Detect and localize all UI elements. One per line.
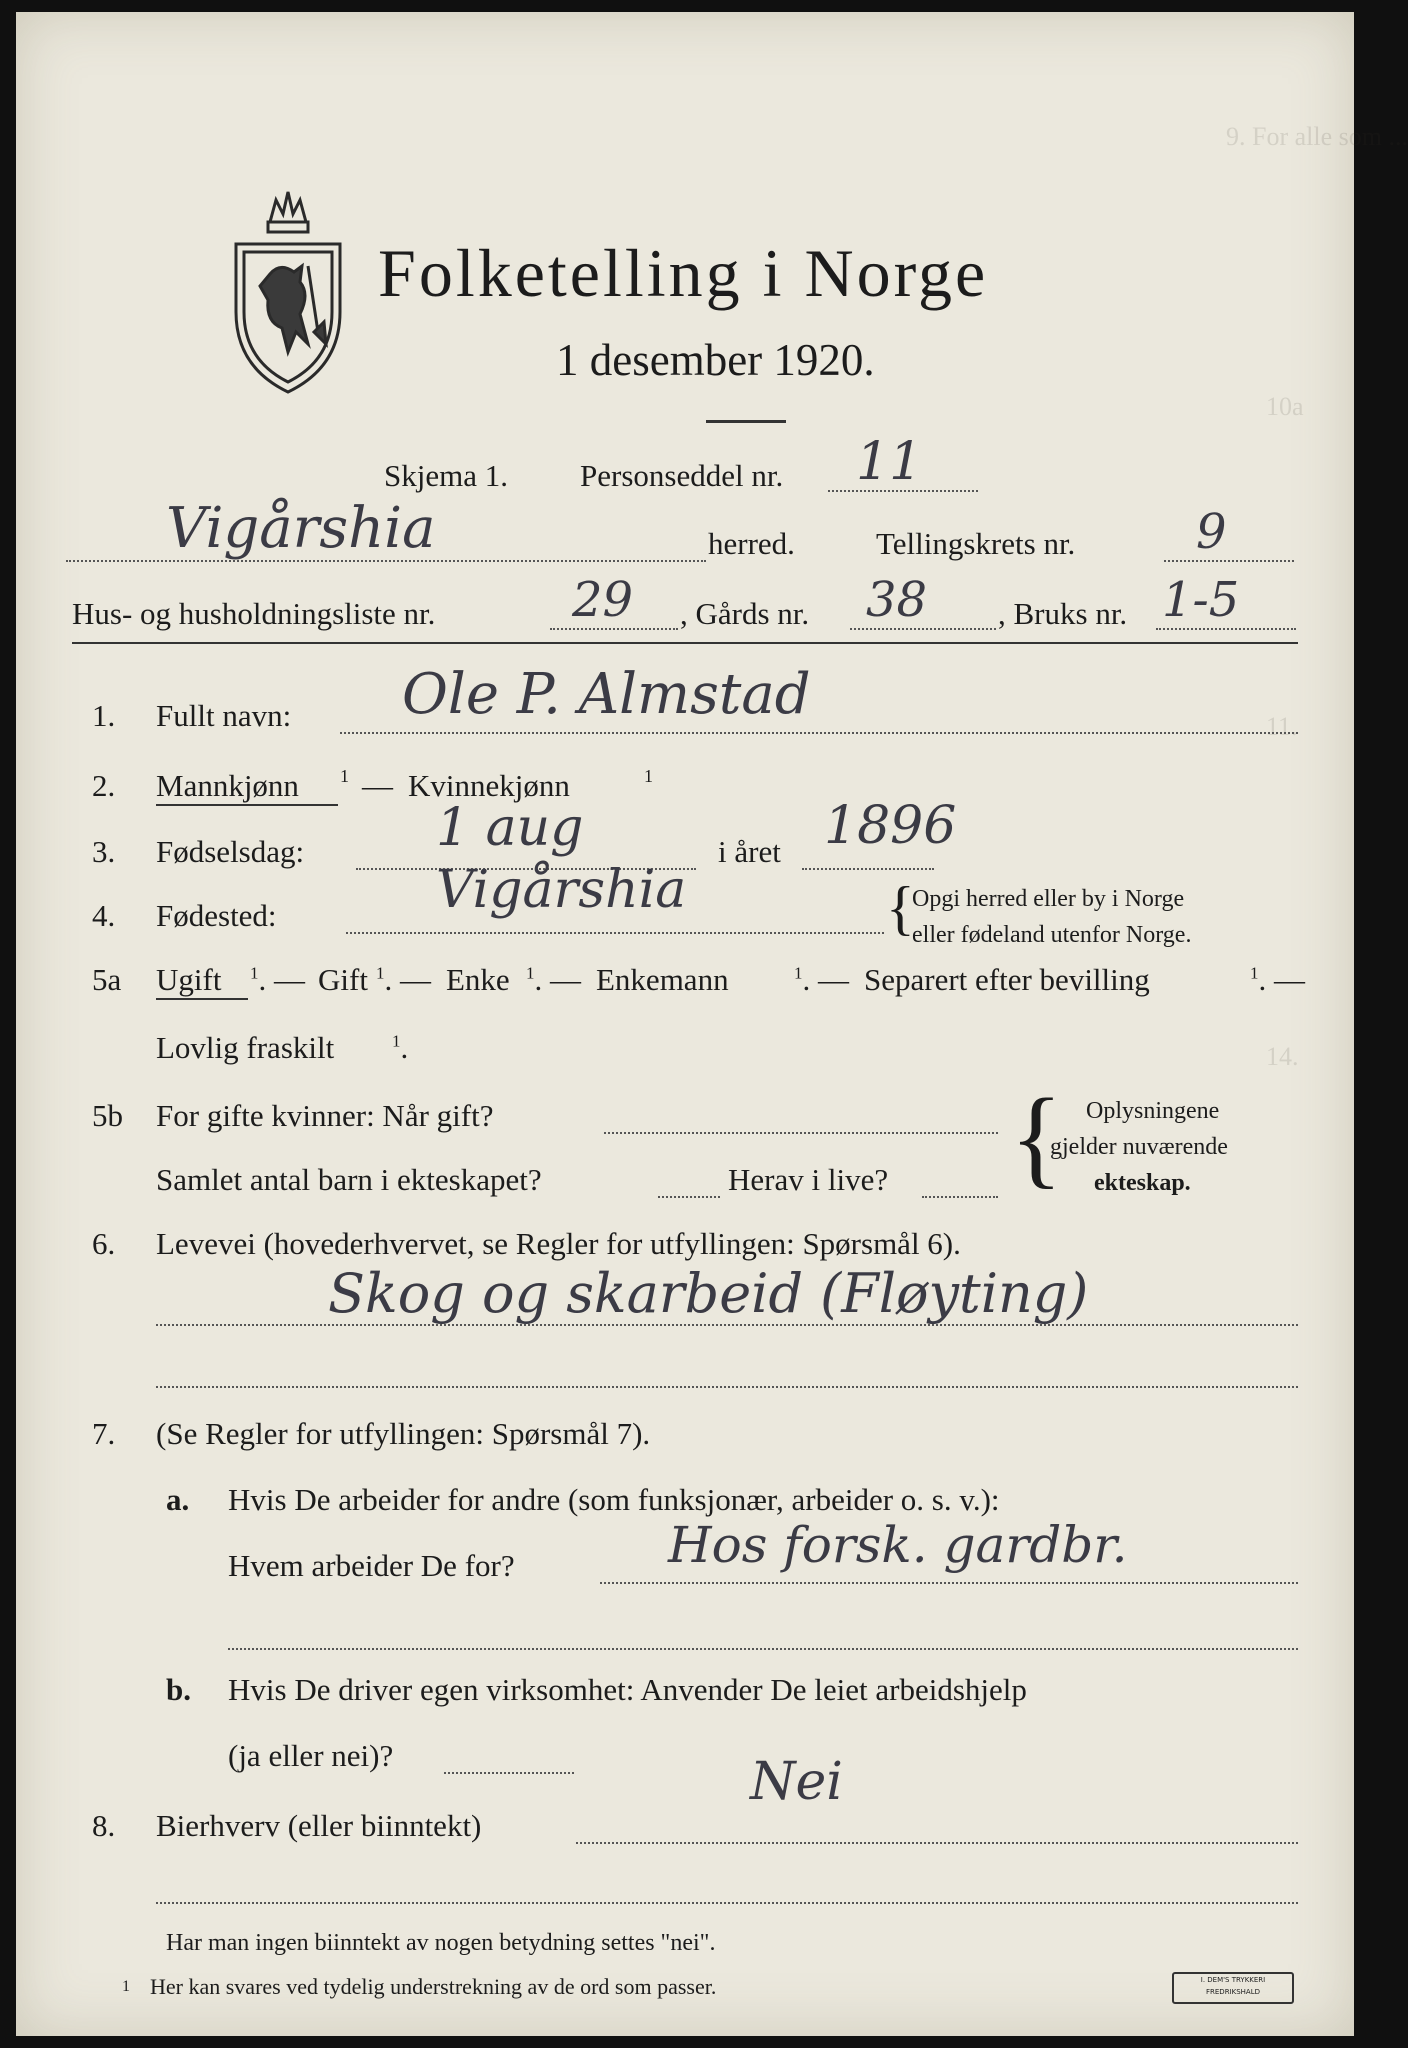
census-form-sheet [16,12,1408,2036]
hus-label: Hus- og husholdningsliste nr. [72,596,436,631]
q3-number: 3. [92,834,116,869]
employer-value[interactable]: Hos forsk. gardbr. [668,1516,1128,1574]
q4-number: 4. [92,898,116,933]
marital-sep: $^1$. — [250,962,305,997]
q1-label: Fullt navn: [156,698,292,733]
gards-label: , Gårds nr. [680,596,810,631]
bleed-through-text: 14. [1266,1042,1299,1071]
q5b-brace: { [1010,1076,1063,1198]
q5b-label: For gifte kvinner: Når gift? [156,1098,494,1133]
q5b-alive-line [922,1196,998,1198]
nei-note: Har man ingen biinntekt av nogen betydning settes "nei". [166,1930,716,1956]
q3-year-line [802,868,934,870]
q2-dash: — [362,768,393,803]
occupation-value[interactable]: Skog og skarbeid (Fløyting) [328,1262,1089,1325]
side-income-value[interactable]: Nei [750,1752,843,1812]
footnote-text: Her kan svares ved tydelig understrekning av de ord som passer. [150,1974,717,1999]
q6-label: Levevei (hovederhvervet, se Regler for utfyllingen: Spørsmål 6). [156,1226,961,1261]
personseddel-value[interactable]: 11 [856,432,923,492]
printer-mark-line1: I. DEM'S TRYKKERI [1200,1976,1266,1984]
q5b-children-label: Samlet antal barn i ekteskapet? [156,1162,542,1197]
birthday-value[interactable]: 1 aug [436,798,584,858]
marital-option-fraskilt[interactable]: Lovlig fraskilt [156,1030,335,1065]
q7b-letter: b. [166,1672,191,1707]
title-divider [706,420,786,423]
norway-coat-of-arms-icon [228,182,348,397]
q6-number: 6. [92,1226,116,1261]
q1-line [340,732,1298,734]
bruks-label: , Bruks nr. [998,596,1128,631]
q6-line-1 [156,1324,1298,1326]
footnote-mark: 1 [122,1978,130,1995]
tellingskrets-line [1164,560,1294,562]
form-title: Folketelling i Norge [378,235,989,311]
q5a-number: 5a [92,962,122,997]
q5b-note-line3: ekteskap. [1094,1170,1191,1196]
q7a-line-2 [228,1648,1298,1650]
marital-sep: $^1$. — [794,962,849,997]
printer-mark [1172,1972,1294,2004]
marital-option-separert[interactable]: Separert efter bevilling [864,962,1150,997]
marital-option-enke[interactable]: Enke [446,962,510,997]
marital-sep: $^1$. — [376,962,431,997]
census-date: 1 desember 1920. [556,335,875,385]
personseddel-label: Personseddel nr. [580,458,784,493]
q7-label: (Se Regler for utfyllingen: Spørsmål 7). [156,1416,651,1451]
q7a-letter: a. [166,1482,190,1517]
marital-option-ugift[interactable]: Ugift [156,962,222,997]
bleed-through-text: 10a [1266,392,1304,421]
marital-option-gift[interactable]: Gift [318,962,368,997]
gards-line [850,628,996,630]
q6-line-2 [156,1386,1298,1388]
q7a-who-label: Hvem arbeider De for? [228,1548,515,1583]
q4-brace: { [886,875,915,941]
herred-value[interactable]: Vigårshia [166,496,436,561]
q5b-children-line [658,1196,720,1198]
q7a-label: Hvis De arbeider for andre (som funksjonær, arbeider o. s. v.): [228,1482,1000,1517]
marital-sep: $^1$. — [526,962,581,997]
q7b-sub-label: (ja eller nei)? [228,1738,394,1773]
q4-note-line1: Opgi herred eller by i Norge [912,886,1185,912]
birthplace-value[interactable]: Vigårshia [436,860,687,920]
q3-year-label: i året [718,834,781,869]
q7-number: 7. [92,1416,116,1451]
q7a-who-line [600,1582,1298,1584]
q8-label: Bierhverv (eller biinntekt) [156,1808,482,1843]
q7b-line [444,1772,574,1774]
marital-sep: $^1$. [392,1030,409,1065]
q3-label: Fødselsdag: [156,834,305,869]
schema-label: Skjema 1. [384,458,508,493]
footnote-marker: 1 [644,766,653,786]
birth-year-value[interactable]: 1896 [824,796,957,856]
q7b-label: Hvis De driver egen virksomhet: Anvender De leiet arbeidshjelp [228,1672,1027,1707]
q8-line-2 [156,1902,1298,1904]
tellingskrets-label: Tellingskrets nr. [876,526,1076,561]
male-underline [156,804,338,806]
marital-sep: $^1$. — [1250,962,1305,997]
q5b-number: 5b [92,1098,123,1133]
q4-label: Fødested: [156,898,277,933]
tellingskrets-value[interactable]: 9 [1196,504,1227,560]
gards-value[interactable]: 38 [866,572,928,628]
printer-mark-line2: FREDRIKSHALD [1205,1988,1260,1996]
q4-note-line2: eller fødeland utenfor Norge. [912,922,1192,948]
bruks-value[interactable]: 1-5 [1162,572,1240,628]
full-name-value[interactable]: Ole P. Almstad [402,662,811,727]
male-option[interactable]: Mannkjønn [156,768,299,803]
q2-number: 2. [92,768,116,803]
marital-option-enkemann[interactable]: Enkemann [596,962,729,997]
bleed-through-text: 11. [1266,712,1298,741]
header-rule [72,642,1298,644]
footnote-marker: 1 [340,766,349,786]
q8-line [576,1842,1298,1844]
q5b-note-line2: gjelder nuværende [1050,1134,1228,1160]
herred-label: herred. [708,526,795,561]
ugift-underline [156,998,248,1000]
q4-line [346,932,884,934]
q5b-note-line1: Oplysningene [1086,1098,1220,1124]
hus-line [550,628,678,630]
q5b-married-line [604,1132,998,1134]
hus-value[interactable]: 29 [572,572,634,628]
q8-number: 8. [92,1808,116,1843]
female-option[interactable]: Kvinnekjønn [408,768,570,803]
q1-number: 1. [92,698,116,733]
q5b-alive-label: Herav i live? [728,1162,889,1197]
bleed-through-text: 9. For alle som ... [1226,122,1408,151]
bruks-line [1156,628,1296,630]
